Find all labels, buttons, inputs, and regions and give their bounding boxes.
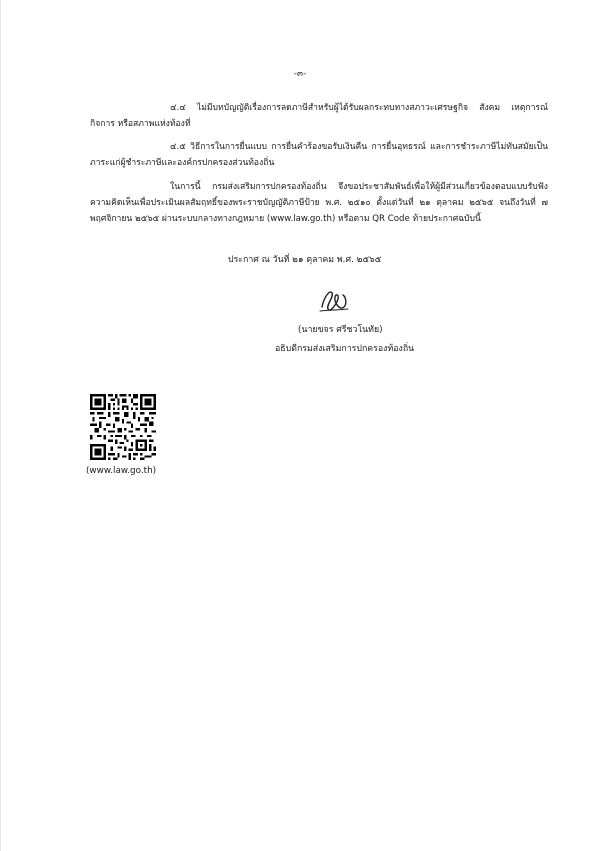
announcement-date: ประกาศ ณ วันที่ ๒๑ ตุลาคม พ.ศ. ๒๕๖๕: [228, 255, 382, 265]
paragraph-4-4: [90, 100, 548, 132]
paragraph-4-5: [90, 139, 548, 171]
qr-code-icon[interactable]: [90, 394, 156, 460]
signature-icon: [316, 283, 352, 317]
paragraph-text: ๔.๕ วิธีการในการยื่นแบบ การยื่นคำร้องขอรับเงินคืน การยื่นอุทธรณ์ และการชำระภาษีไม่ทันสมัยเป็นภาระแก่ผู้ชำระภาษีและองค์กรปกครองส่วนท้องถิ่น: [90, 142, 548, 168]
qr-caption: (www.law.go.th): [86, 466, 157, 476]
paragraph-text: ๔.๔ ไม่มีบทบัญญัติเรื่องการลดภาษีสำหรับผู้ได้รับผลกระทบทางสภาวะเศรษฐกิจ สังคม เหตุการณ์ กิจการ หรือสภาพแห่งท้องที่: [90, 103, 548, 129]
paragraph-text: ในการนี้ กรมส่งเสริมการปกครองท้องถิ่น จึงขอประชาสัมพันธ์เพื่อให้ผู้มีส่วนเกี่ยวข้องตอบแบบรับฟังความคิดเห็นเพื่อประเมินผลสัมฤทธิ์ของพระราชบัญญัติภาษีป้าย พ.ศ. ๒๕๑๐ ตั้งแต่วันที่ ๒๑ ตุลาคม ๒๕๖๕ จนถึงวันที่ ๗ พฤศจิกายน ๒๕๖๕ ผ่านระบบกลางทางกฎหมาย (www.law.go.th) หรือตาม QR Code ท้ายประกาศฉบับนี้: [90, 182, 548, 224]
page-number: -๓-: [293, 69, 307, 79]
signer-name: (นายขจร ศรีชวโนทัย): [298, 325, 383, 335]
paragraph-announcement: [90, 179, 548, 227]
signer-title: อธิบดีกรมส่งเสริมการปกครองท้องถิ่น: [275, 344, 415, 354]
